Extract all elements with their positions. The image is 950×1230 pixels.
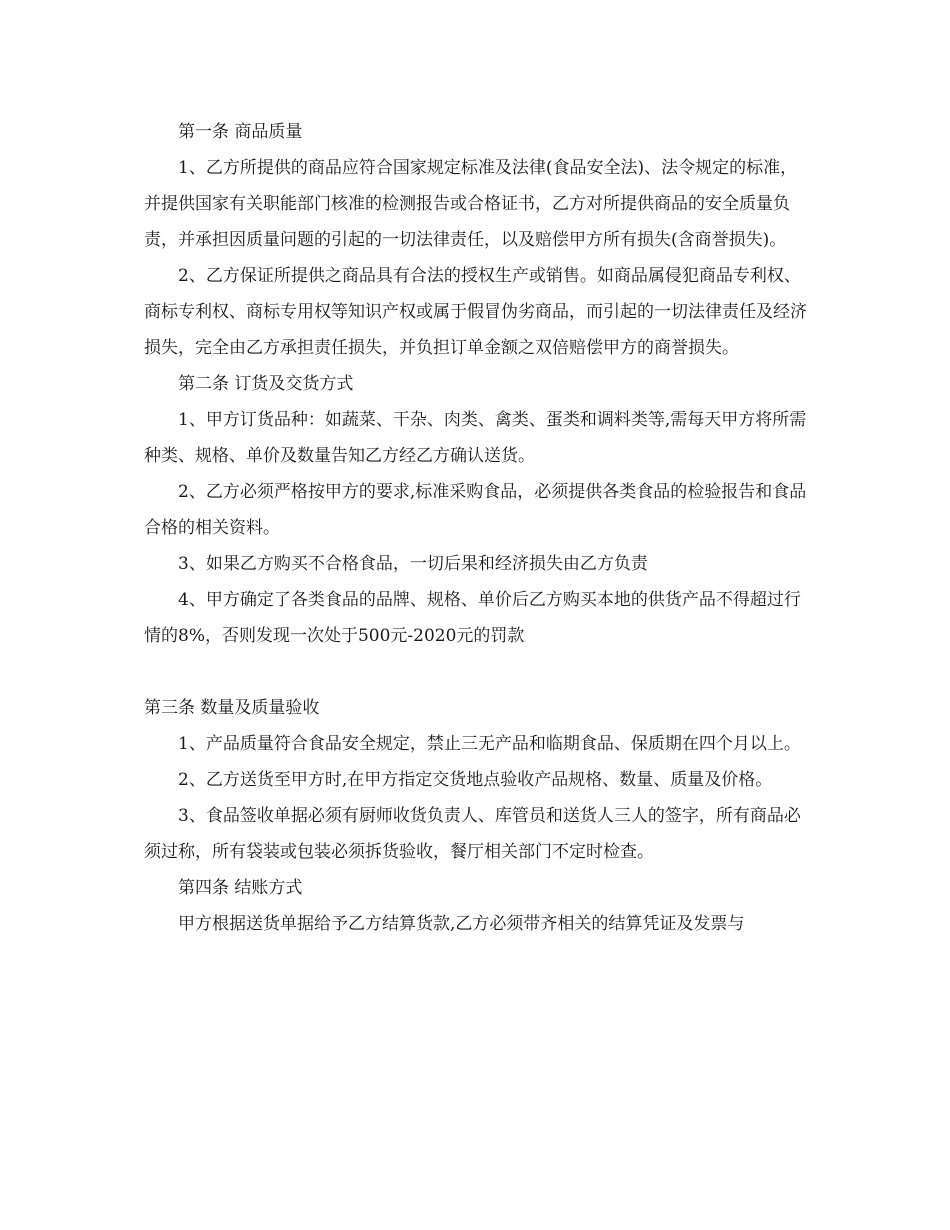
- article-3-clause-1: 1、产品质量符合食品安全规定，禁止三无产品和临期食品、保质期在四个月以上。: [178, 734, 801, 754]
- article-2-clause-1: 1、甲方订货品种：如蔬菜、干杂、肉类、禽类、蛋类和调料类等,需每天甲方将所需种类、规格、单价及数量告知乙方经乙方确认送货。: [144, 410, 807, 466]
- article-2-clause-4: 4、甲方确定了各类食品的品牌、规格、单价后乙方购买本地的供货产品不得超过行情的8%，否则发现一次处于500元-2020元的罚款: [144, 590, 801, 646]
- article-2-clause-3: 3、如果乙方购买不合格食品，一切后果和经济损失由乙方负责: [178, 554, 648, 574]
- article-2-heading: 第二条 订货及交货方式: [178, 374, 354, 394]
- article-1-heading: 第一条 商品质量: [178, 122, 303, 142]
- article-3-clause-3: 3、食品签收单据必须有厨师收货负责人、库管员和送货人三人的签字，所有商品必须过称，所有袋装或包装必须拆货验收，餐厅相关部门不定时检查。: [144, 806, 801, 862]
- article-1-clause-1: 1、乙方所提供的商品应符合国家规定标准及法律(食品安全法)、法令规定的标准，并提供国家有关职能部门核准的检测报告或合格证书，乙方对所提供商品的安全质量负责，并承担因质量问题的引起的一切法律责任，以及赔偿甲方所有损失(含商誉损失)。: [144, 158, 798, 250]
- article-4-heading: 第四条 结账方式: [178, 878, 303, 898]
- article-4-clause-1: 甲方根据送货单据给予乙方结算货款,乙方必须带齐相关的结算凭证及发票与: [178, 914, 745, 934]
- article-1-clause-2: 2、乙方保证所提供之商品具有合法的授权生产或销售。如商品属侵犯商品专利权、商标专利权、商标专用权等知识产权或属于假冒伪劣商品，而引起的一切法律责任及经济损失，完全由乙方承担责任损失，并负担订单金额之双倍赔偿甲方的商誉损失。: [144, 266, 807, 358]
- contract-body: [144, 114, 808, 942]
- article-3-clause-2: 2、乙方送货至甲方时,在甲方指定交货地点验收产品规格、数量、质量及价格。: [178, 770, 773, 790]
- article-2-clause-2: 2、乙方必须严格按甲方的要求,标准采购食品，必须提供各类食品的检验报告和食品合格的相关资料。: [144, 482, 807, 538]
- article-3-heading: 第三条 数量及质量验收: [144, 698, 320, 718]
